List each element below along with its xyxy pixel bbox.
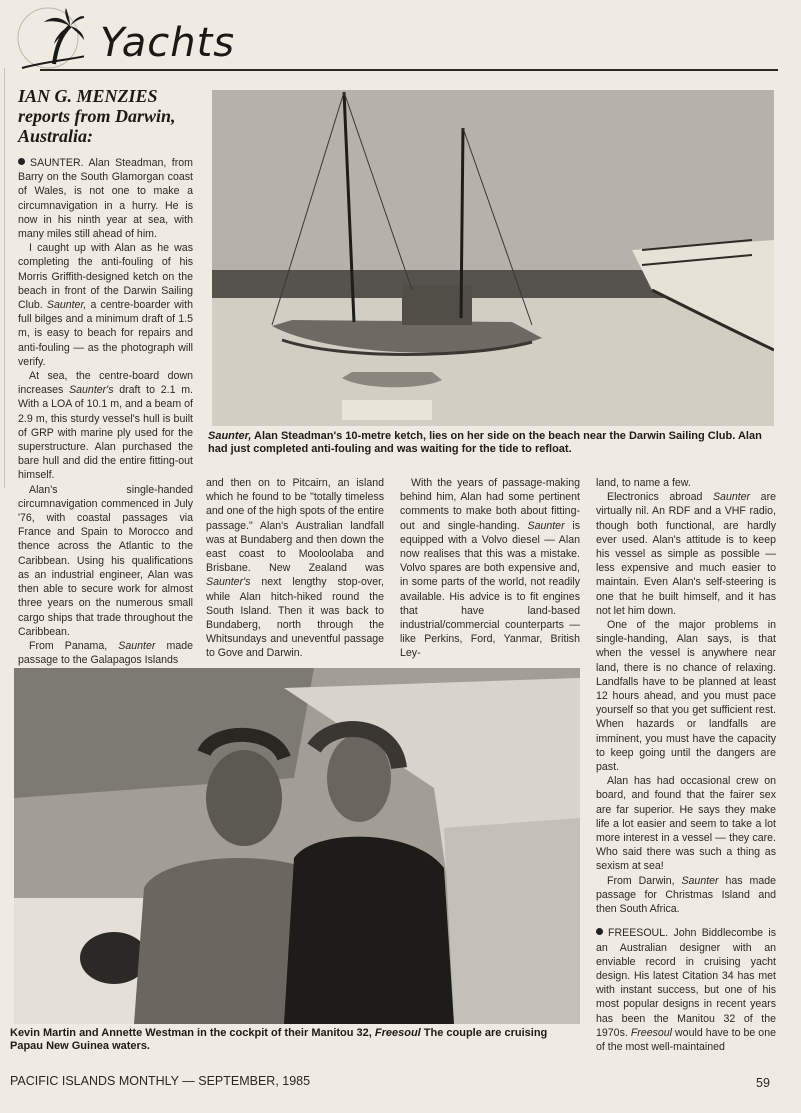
paragraph: At sea, the centre-board down increases Saunter's draft to 2.1 m. With a LOA of 10.1 m, and a beam of 2.9 m, this sturdy vessel's hull is built of GRP with marine ply used for the superstructure. Alan purchased the bare hull and did the entire fitting-out himself. [18,370,193,482]
paragraph: With the years of passage-making behind him, Alan had some pertinent comments to make both about fitting-out and single-handing. Saunter is equipped with a Volvo diesel — Alan now realises that this was a mistake. Volvo spares are both expensive and, in some parts of the world, not readily available. His advice is to fit engines that have land-based industrial/commercial counterparts — like Perkins, Ford, Yanmar, British Ley- [400,477,581,660]
caption-top-photo: Saunter, Alan Steadman's 10-metre ketch, lies on her side on the beach near the Darwin Sailing Club. Alan had just completed anti-fouling and was waiting for the tide to refloat. [208,430,762,455]
paragraph: Alan has had occasional crew on board, and found that the fairer sex are far superior. He says they make life a lot easier and seem to take a lot more interest in a vessel — they care. Who said there was such a thing as sexism at sea! [596,775,776,873]
header-rule [40,69,778,71]
paragraph: From Panama, Saunter made passage to the Galapagos Islands [18,639,193,667]
column-1 [18,156,193,667]
column-4 [596,476,776,1054]
photo-saunter-ketch [212,90,774,426]
footer-publication: PACIFIC ISLANDS MONTHLY — SEPTEMBER, 1985 [10,1074,311,1088]
paragraph: FREESOUL. John Biddlecombe is an Australian designer with an enviable record in cruising yacht design. His latest Citation 34 has met with instant success, but one of his most popular designs in recent years has been the Manitou 32 of the 1970s. Freesoul would have to be one of the most well-maintained [596,927,776,1053]
page-number: 59 [756,1076,770,1090]
paragraph: Electronics abroad Saunter are virtually nil. An RDF and a VHF radio, though both functional, are hardly ever used. Alan's attitude is to keep his vessel as simple as possible — less expensive and much easier to maintain. Even Alan's self-steering is one that he built himself, and it has not let him down. [596,491,776,617]
paragraph: One of the major problems in single-handing, Alan says, is that when the vessel is anywhere near land, there is no chance of relaxing. Landfalls have to be planned at least 12 hours ahead, and you must pace yourself so that you get sufficient rest. When hazards or landfalls are imminent, you must have the capacity to keep going until the dangers are past. [596,619,776,774]
photo-freesoul-crew [14,668,580,1024]
paragraph: From Darwin, Saunter has made passage for Christmas Island and then South Africa. [596,874,776,916]
column-3 [400,476,580,661]
left-margin-rule [4,68,5,488]
paragraph: Alan's single-handed circumnavigation commenced in July '76, with coastal passages via France and Spain to Morocco and thence across the Atlantic to the Caribbean. Using his qualifications as an industrial engineer, Alan was then able to secure work for almost three years on the numerous small cargo ships that trade throughout the Caribbean. [18,483,193,638]
caption-bottom-photo: Kevin Martin and Annette Westman in the cockpit of their Manitou 32, Freesoul The couple are cruising Papau New Guinea waters. [10,1027,548,1052]
bullet-icon [18,158,25,165]
bullet-icon [596,928,603,935]
paragraph: SAUNTER. Alan Steadman, from Barry on the South Glamorgan coast of Wales, is not one to make a circumnavigation in a hurry. He is now in his ninth year at sea, with many miles still ahead of him. [18,157,193,241]
byline: IAN G. MENZIES reports from Darwin, Australia: [18,86,176,146]
section-title: Yachts [100,20,236,66]
paragraph: land, to name a few. [596,477,691,489]
section-logo [14,4,84,70]
paragraph: I caught up with Alan as he was completing the anti-fouling of his Morris Griffith-designed ketch on the beach in front of the Darwin Sailing Club. Saunter, a centre-boarder with full bilges and a minimum draft of 1.5 m, is easy to beach for repairs and anti-fouling — as the photograph will verify. [18,242,193,368]
palm-tree-icon [14,4,84,70]
column-2 [206,476,384,661]
paragraph: and then on to Pitcairn, an island which he found to be "totally timeless and one of the high spots of the entire passage." Alan's Australian landfall was at Bundaberg and then down the east coast to Mooloolaba and Brisbane. New Zealand was Saunter's next lengthy stop-over, while Alan hitch-hiked round the South Island. Then it was back to Bundaberg, north through the Whitsundays and uneventful passage to Gove and Darwin. [206,477,384,660]
